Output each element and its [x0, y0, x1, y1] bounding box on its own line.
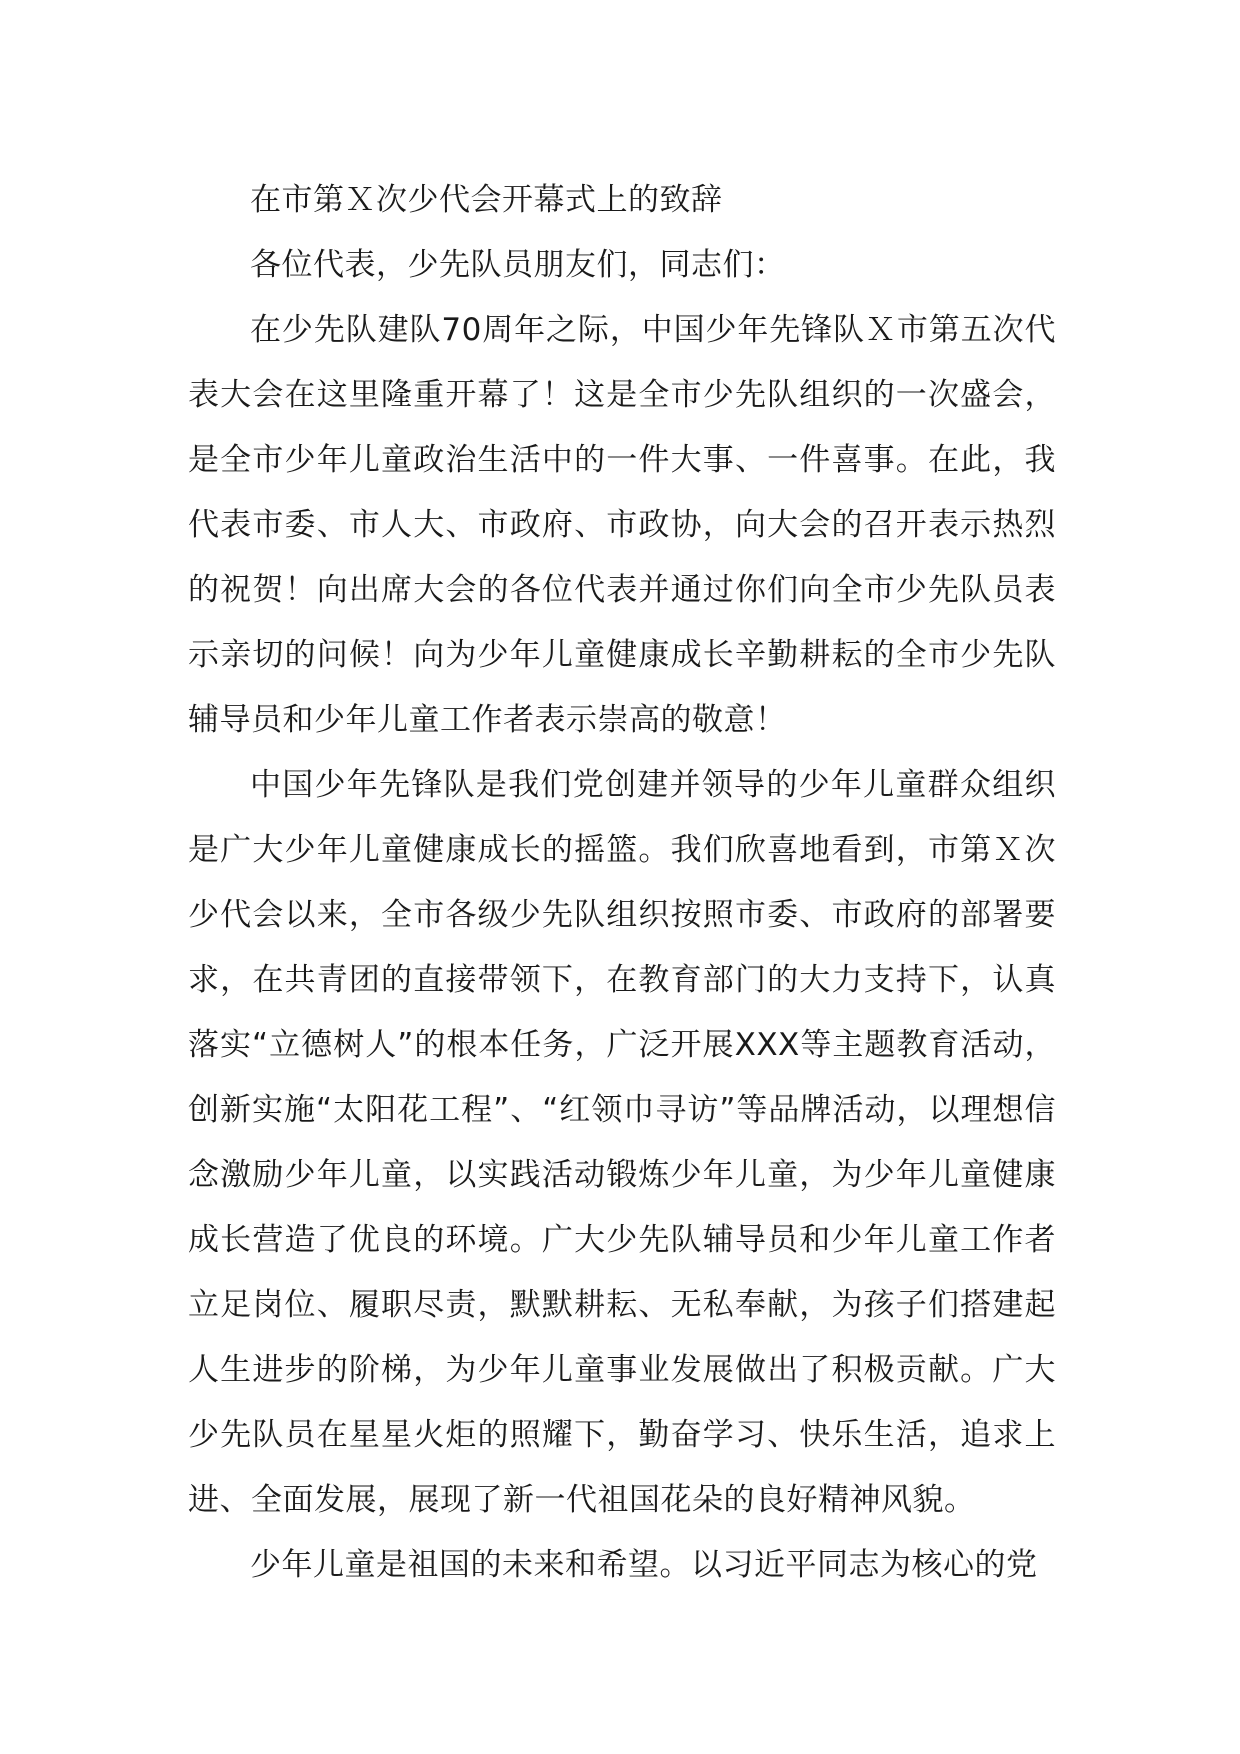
paragraph-3: 少年儿童是祖国的未来和希望。以习近平同志为核心的党: [250, 1547, 1038, 1583]
paragraph-2: 中国少年先锋队是我们党创建并领导的少年儿童群众组织是广大少年儿童健康成长的摇篮。我们欣喜地看到，市第Ｘ次少代会以来，全市各级少先队组织按照市委、市政府的部署要求，在共青团的直接带领下，在教育部门的大力支持下，认真落实“立德树人”的根本任务，广泛开展XXX等主题教育活动，创新实施“太阳花工程”、“红领巾寻访”等品牌活动，以理想信念激励少年儿童，以实践活动锻炼少年儿童，为少年儿童健康成长营造了优良的环境。广大少先队辅导员和少年儿童工作者立足岗位、履职尽责，默默耕耘、无私奉献，为孩子们搭建起人生进步的阶梯，为少年儿童事业发展做出了积极贡献。广大少先队员在星星火炬的照耀下，勤奋学习、快乐生活，追求上进、全面发展，展现了新一代祖国花朵的良好精神风貌。: [188, 767, 1056, 1518]
salutation: 各位代表，少先队员朋友们，同志们：: [250, 247, 786, 283]
paragraph-1: 在少先队建队70周年之际，中国少年先锋队Ｘ市第五次代表大会在这里隆重开幕了！这是全市少先队组织的一次盛会，是全市少年儿童政治生活中的一件大事、一件喜事。在此，我代表市委、市人大、市政府、市政协，向大会的召开表示热烈的祝贺！向出席大会的各位代表并通过你们向全市少先队员表示亲切的问候！向为少年儿童健康成长辛勤耕耘的全市少先队辅导员和少年儿童工作者表示崇高的敬意！: [188, 312, 1056, 738]
document-title: 在市第Ｘ次少代会开幕式上的致辞: [250, 182, 723, 218]
document-body: [188, 168, 1056, 1598]
